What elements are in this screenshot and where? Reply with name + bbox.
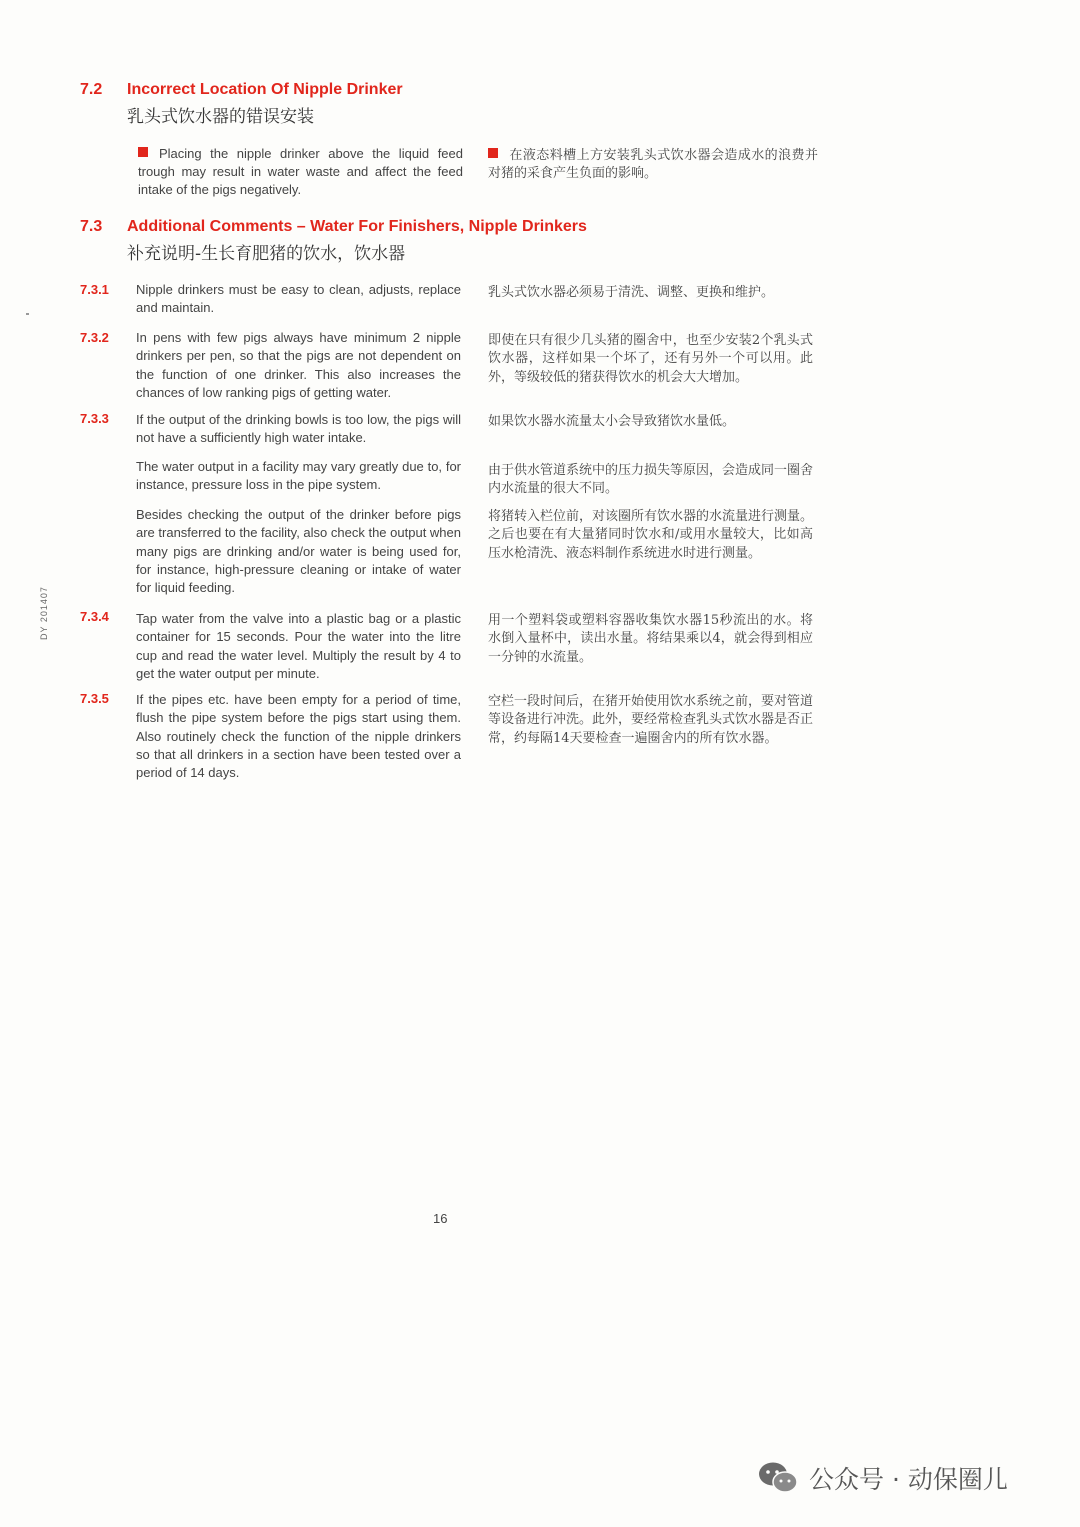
- margin-mark: [26, 313, 29, 315]
- page-number: 16: [433, 1211, 448, 1226]
- item-text-zh: 空栏一段时间后，在猪开始使用饮水系统之前，要对管道等设备进行冲洗。此外，要经常检查乳头式饮水器是否正常，约每隔14天要检查一遍圈舍内的所有饮水器。: [488, 694, 814, 746]
- item-text-en: Besides checking the output of the drinker before pigs are transferred to the facility, also check the output when many pigs are drinking and/or water is being used for, for instance, high-pressure cleaning or intake of water for liquid feeding.: [136, 507, 461, 596]
- section-title-zh: 补充说明-生长育肥猪的饮水，饮水器: [127, 244, 406, 264]
- section-title-en: Incorrect Location Of Nipple Drinker: [127, 81, 403, 98]
- item-text-en: The water output in a facility may vary greatly due to, for instance, pressure loss in the pipe system.: [136, 459, 461, 493]
- item-number: 7.3.3: [80, 411, 109, 426]
- document-code: DY 201407: [39, 586, 49, 640]
- red-square-bullet-icon: [138, 147, 148, 157]
- item-number: 7.3.1: [80, 282, 109, 297]
- red-square-bullet-icon: [488, 148, 498, 158]
- item-text-en: If the output of the drinking bowls is too low, the pigs will not have a sufficiently high water intake.: [136, 412, 461, 446]
- item-text-zh: 用一个塑料袋或塑料容器收集饮水器15秒流出的水。将水倒入量杯中，读出水量。将结果乘以4，就会得到相应一分钟的水流量。: [488, 613, 813, 665]
- item-text-zh: 即使在只有很少几头猪的圈舍中，也至少安装2个乳头式饮水器，这样如果一个坏了，还有另外一个可以用。此外，等级较低的猪获得饮水的机会大大增加。: [488, 333, 813, 385]
- watermark-text: 公众号 · 动保圈儿: [809, 1465, 1008, 1494]
- bullet-text-en: Placing the nipple drinker above the liquid feed trough may result in water waste and affect the feed intake of the pigs negatively.: [138, 146, 463, 197]
- item-number: 7.3.4: [80, 609, 109, 624]
- item-text-en: In pens with few pigs always have minimum 2 nipple drinkers per pen, so that the pigs are not dependent on the function of one drinker. This also increases the chances of low ranking pigs of getting water.: [136, 330, 461, 400]
- item-text-en: Tap water from the valve into a plastic bag or a plastic container for 15 seconds. Pour the water into the litre cup and read the water level. Multiply the result by 4 to get the water output per minute.: [136, 611, 461, 681]
- section-title-zh: 乳头式饮水器的错误安装: [127, 107, 314, 127]
- item-text-en: If the pipes etc. have been empty for a period of time, flush the pipe system before the pigs start using them. Also routinely check the function of the nipple drinkers so that all drinkers in a section have been tested over a period of 14 days.: [136, 692, 461, 781]
- item-text-en: Nipple drinkers must be easy to clean, adjusts, replace and maintain.: [136, 282, 461, 316]
- item-number: 7.3.5: [80, 691, 109, 706]
- bullet-paragraph-zh: [488, 147, 818, 183]
- section-title-en: Additional Comments – Water For Finishers, Nipple Drinkers: [127, 218, 587, 235]
- watermark: [757, 1460, 1008, 1496]
- item-text-zh: 由于供水管道系统中的压力损失等原因，会造成同一圈舍内水流量的很大不同。: [488, 463, 814, 497]
- section-number: 7.2: [80, 81, 103, 98]
- bullet-paragraph-en: [138, 145, 463, 199]
- bullet-text-zh: 在液态料槽上方安装乳头式饮水器会造成水的浪费并对猪的采食产生负面的影响。: [488, 148, 818, 181]
- item-text-zh: 乳头式饮水器必须易于清洗、调整、更换和维护。: [488, 285, 775, 300]
- item-number: 7.3.2: [80, 330, 109, 345]
- item-text-zh: 将猪转入栏位前，对该圈所有饮水器的水流量进行测量。之后也要在有大量猪同时饮水和/或用水量较大，比如高压水枪清洗、液态料制作系统进水时进行测量。: [488, 509, 814, 561]
- wechat-icon: [757, 1460, 799, 1496]
- item-text-zh: 如果饮水器水流量太小会导致猪饮水量低。: [488, 414, 736, 429]
- section-number: 7.3: [80, 218, 103, 235]
